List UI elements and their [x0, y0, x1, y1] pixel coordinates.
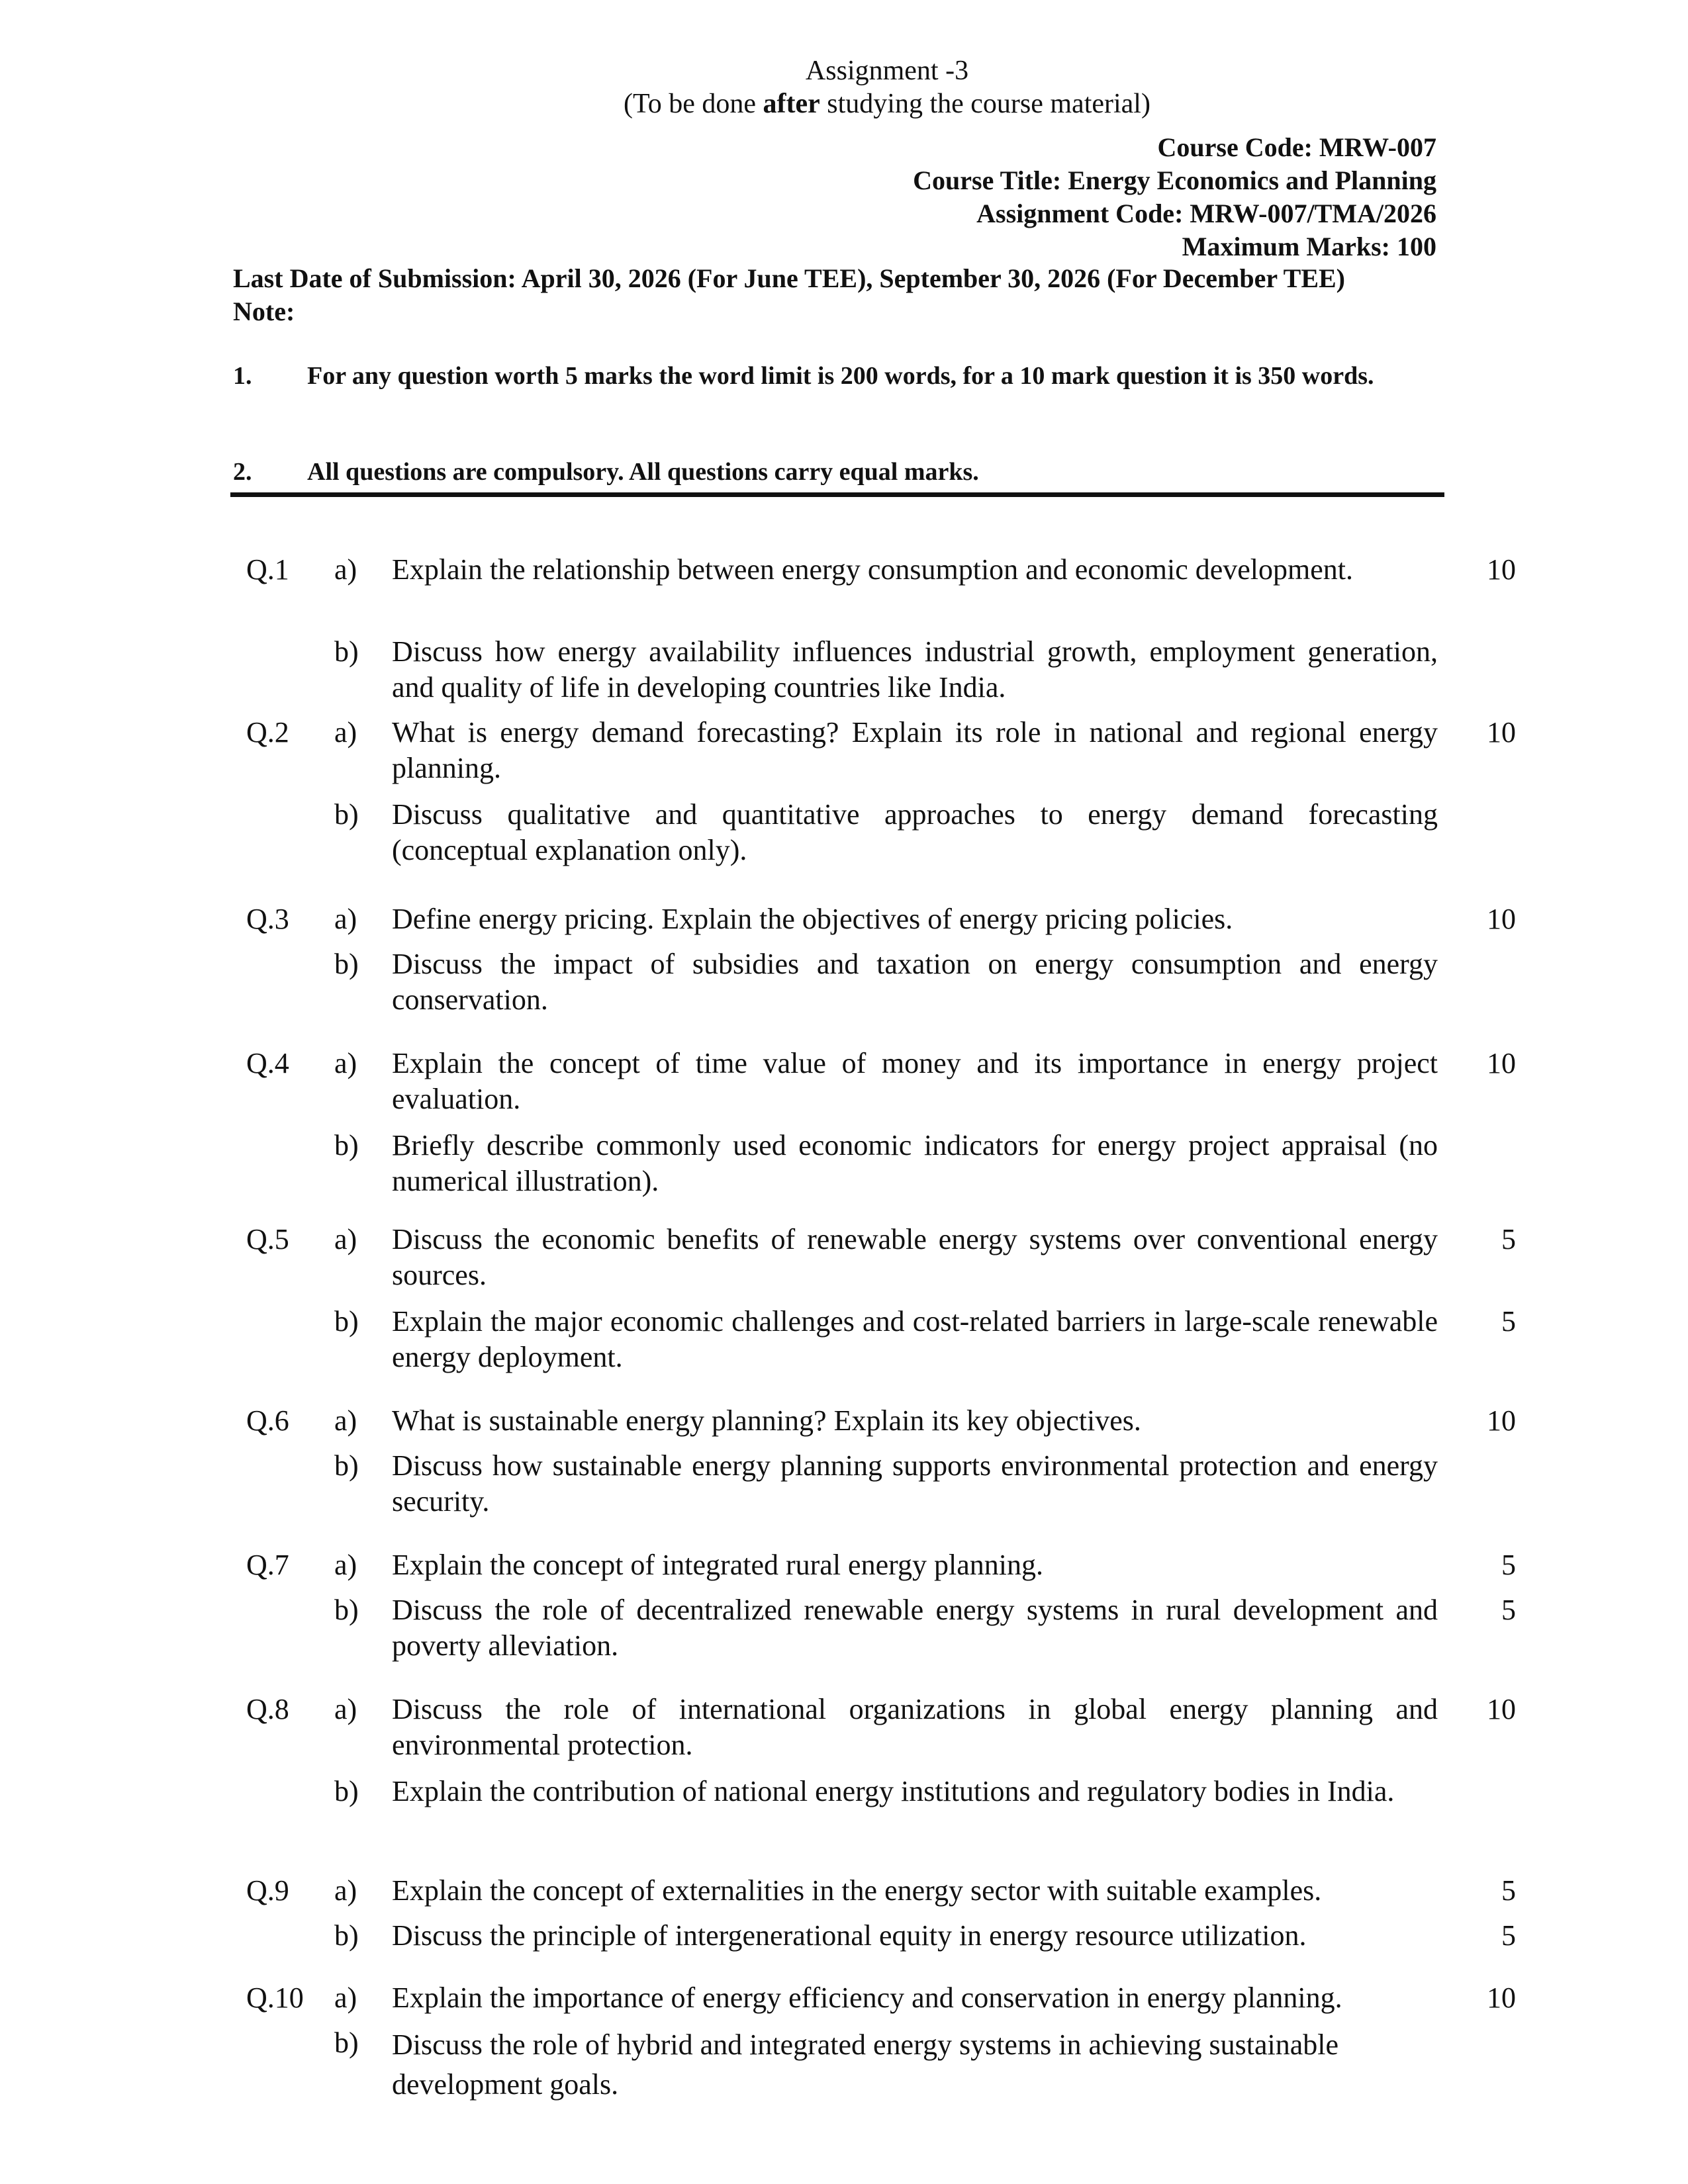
- question-text: What is sustainable energy planning? Explain its key objectives.: [392, 1404, 1141, 1437]
- question-label: Q.7: [246, 1549, 289, 1581]
- part-label: b): [334, 1449, 359, 1482]
- question-text: Explain the concept of integrated rural energy planning.: [392, 1549, 1043, 1581]
- question-marks: 10: [1487, 1404, 1516, 1437]
- part-label: b): [334, 1305, 359, 1338]
- question-label: Q.10: [246, 1981, 304, 2014]
- question-marks: 5: [1501, 1919, 1516, 1952]
- question-text: Discuss the principle of intergenerational equity in energy resource utilization.: [392, 1919, 1307, 1952]
- question-text: Briefly describe commonly used economic indicators for energy project appraisal (no numerical illustration).: [392, 1129, 1438, 1197]
- part-label: a): [334, 1549, 357, 1581]
- part-label: b): [334, 1919, 359, 1952]
- part-label: a): [334, 1047, 357, 1079]
- part-label: a): [334, 553, 357, 586]
- question-text: Discuss qualitative and quantitative approaches to energy demand forecasting (conceptual explanation only).: [392, 798, 1438, 866]
- question-marks: 5: [1501, 1594, 1516, 1626]
- last-date: Last Date of Submission: April 30, 2026 (For June TEE), September 30, 2026 (For December TEE): [233, 263, 1345, 293]
- question-marks: 5: [1501, 1305, 1516, 1338]
- question-text: Explain the concept of externalities in the energy sector with suitable examples.: [392, 1874, 1322, 1907]
- question-text: Explain the concept of time value of money and its importance in energy project evaluation.: [392, 1047, 1438, 1115]
- assignment-subtitle: [0, 87, 1688, 120]
- question-marks: 10: [1487, 553, 1516, 586]
- note-label: Note:: [233, 296, 295, 326]
- header-divider: [230, 492, 1444, 497]
- question-text: Discuss the role of international organizations in global energy planning and environmental protection.: [392, 1693, 1438, 1761]
- question-label: Q.5: [246, 1223, 289, 1255]
- question-text: Discuss the impact of subsidies and taxation on energy consumption and energy conservation.: [392, 948, 1438, 1016]
- part-label: b): [334, 635, 359, 668]
- question-label: Q.8: [246, 1693, 289, 1725]
- note-number: 2.: [233, 458, 252, 486]
- question-label: Q.2: [246, 716, 289, 749]
- assignment-code: Assignment Code: MRW-007/TMA/2026: [976, 199, 1436, 228]
- question-text: Explain the importance of energy efficiency and conservation in energy planning.: [392, 1981, 1342, 2014]
- question-marks: 5: [1501, 1549, 1516, 1581]
- note-number: 1.: [233, 362, 252, 390]
- question-label: Q.1: [246, 553, 289, 586]
- question-label: Q.3: [246, 903, 289, 935]
- question-marks: 10: [1487, 903, 1516, 935]
- question-text: Explain the major economic challenges and cost-related barriers in large-scale renewable energy deployment.: [392, 1305, 1438, 1373]
- question-label: Q.4: [246, 1047, 289, 1079]
- question-marks: 10: [1487, 1981, 1516, 2014]
- question-text: Discuss the role of hybrid and integrated energy systems in achieving sustainable development goals.: [392, 2028, 1339, 2101]
- question-text: Discuss how energy availability influences industrial growth, employment generation, and quality of life in developing countries like India.: [392, 635, 1438, 704]
- question-marks: 5: [1501, 1223, 1516, 1255]
- question-text: Define energy pricing. Explain the objectives of energy pricing policies.: [392, 903, 1233, 935]
- part-label: a): [334, 903, 357, 935]
- part-label: a): [334, 1404, 357, 1437]
- part-label: b): [334, 948, 359, 980]
- question-label: Q.9: [246, 1874, 289, 1907]
- question-text: What is energy demand forecasting? Explain its role in national and regional energy planning.: [392, 716, 1438, 784]
- question-text: Explain the relationship between energy consumption and economic development.: [392, 553, 1353, 586]
- note-text: For any question worth 5 marks the word limit is 200 words, for a 10 mark question it is 350 words.: [307, 362, 1374, 390]
- part-label: b): [334, 1594, 359, 1626]
- max-marks: Maximum Marks: 100: [1182, 232, 1436, 261]
- subtitle-bold: after: [763, 89, 820, 119]
- question-text: Discuss the role of decentralized renewable energy systems in rural development and poverty alleviation.: [392, 1594, 1438, 1662]
- question-marks: 5: [1501, 1874, 1516, 1907]
- course-title: Course Title: Energy Economics and Planning: [913, 165, 1436, 195]
- subtitle-post: studying the course material): [820, 89, 1150, 119]
- part-label: a): [334, 1223, 357, 1255]
- question-text: Discuss the economic benefits of renewable energy systems over conventional energy sources.: [392, 1223, 1438, 1291]
- question-marks: 10: [1487, 1693, 1516, 1725]
- course-code: Course Code: MRW-007: [1157, 132, 1436, 162]
- assignment-title: Assignment -3: [805, 56, 969, 86]
- note-text: All questions are compulsory. All questions carry equal marks.: [307, 458, 979, 486]
- question-label: Q.6: [246, 1404, 289, 1437]
- part-label: a): [334, 716, 357, 749]
- question-marks: 10: [1487, 716, 1516, 749]
- part-label: a): [334, 1874, 357, 1907]
- part-label: b): [334, 1775, 359, 1807]
- part-label: b): [334, 1129, 359, 1161]
- part-label: a): [334, 1693, 357, 1725]
- subtitle-pre: (To be done: [624, 89, 763, 119]
- question-marks: 10: [1487, 1047, 1516, 1079]
- question-text: Explain the contribution of national energy institutions and regulatory bodies in India.: [392, 1775, 1395, 1807]
- question-text: Discuss how sustainable energy planning supports environmental protection and energy security.: [392, 1449, 1438, 1518]
- part-label: b): [334, 798, 359, 831]
- part-label: b): [334, 2026, 359, 2059]
- part-label: a): [334, 1981, 357, 2014]
